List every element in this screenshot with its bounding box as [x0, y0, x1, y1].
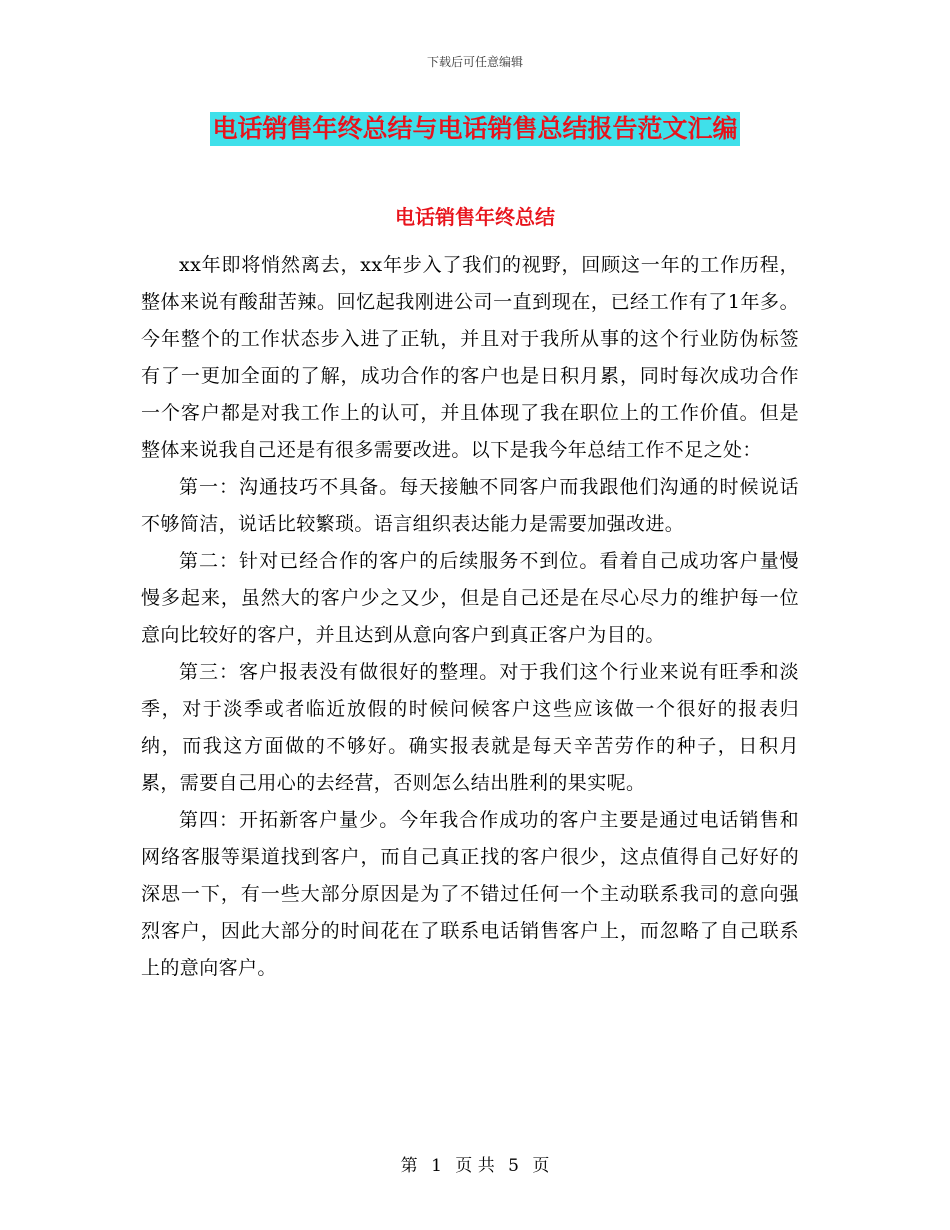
- footer-page-number: 1: [431, 1156, 442, 1176]
- footer-mid: 页 共: [455, 1156, 495, 1176]
- footer-total-pages: 5: [508, 1156, 519, 1176]
- page-footer: [0, 1154, 950, 1178]
- paragraph-point-3: 第三：客户报表没有做很好的整理。对于我们这个行业来说有旺季和淡季，对于淡季或者临近放假的时候问候客户这些应该做一个很好的报表归纳，而我这方面做的不够好。确实报表就是每天辛苦劳作的种子，日积月累，需要自己用心的去经营，否则怎么结出胜利的果实呢。: [141, 661, 799, 794]
- document-body: [141, 247, 799, 987]
- document-title: 电话销售年终总结与电话销售总结报告范文汇编: [210, 112, 739, 146]
- section-title: 电话销售年终总结: [395, 205, 555, 229]
- document-title-container: [0, 112, 950, 146]
- footer-prefix: 第: [400, 1156, 418, 1176]
- paragraph-intro: xx年即将悄然离去，xx年步入了我们的视野，回顾这一年的工作历程，整体来说有酸甜苦辣。回忆起我刚进公司一直到现在，已经工作有了1年多。今年整个的工作状态步入进了正轨，并且对于我所从事的这个行业防伪标签有了一更加全面的了解，成功合作的客户也是日积月累，同时每次成功合作一个客户都是对我工作上的认可，并且体现了我在职位上的工作价值。但是整体来说我自己还是有很多需要改进。以下是我今年总结工作不足之处：: [141, 254, 799, 461]
- footer-suffix: 页: [532, 1156, 550, 1176]
- header-note: 下载后可任意编辑: [426, 55, 523, 69]
- paragraph-point-4: 第四：开拓新客户量少。今年我合作成功的客户主要是通过电话销售和网络客服等渠道找到客户，而自己真正找的客户很少，这点值得自己好好的深思一下，有一些大部分原因是为了不错过任何一个主动联系我司的意向强烈客户，因此大部分的时间花在了联系电话销售客户上，而忽略了自己联系上的意向客户。: [141, 809, 799, 979]
- paragraph-point-1: 第一：沟通技巧不具备。每天接触不同客户而我跟他们沟通的时候说话不够简洁，说话比较繁琐。语言组织表达能力是需要加强改进。: [141, 476, 799, 535]
- paragraph-point-2: 第二：针对已经合作的客户的后续服务不到位。看着自己成功客户量慢慢多起来，虽然大的客户少之又少，但是自己还是在尽心尽力的维护每一位意向比较好的客户，并且达到从意向客户到真正客户为目的。: [141, 550, 799, 646]
